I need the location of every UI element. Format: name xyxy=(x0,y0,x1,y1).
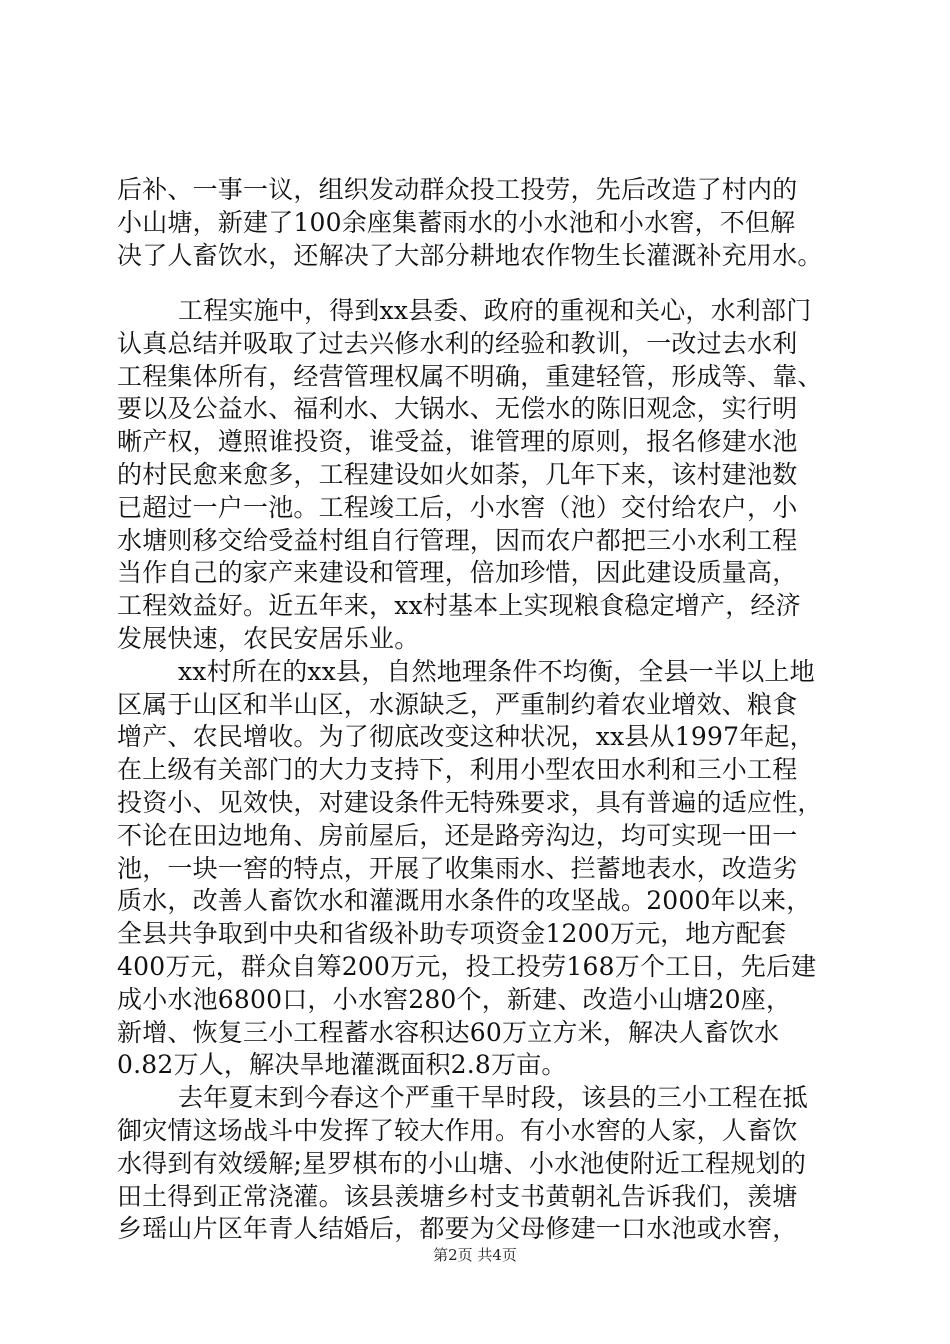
text-line: 增产、农民增收。为了彻底改变这种状况，xx县从1997年起， xyxy=(117,722,815,751)
text-line: 水得到有效缓解;星罗棋布的小山塘、小水池使附近工程规划的 xyxy=(117,1149,807,1178)
text-line: 在上级有关部门的大力支持下，利用小型农田水利和三小工程 xyxy=(117,755,798,784)
text-line: 决了人畜饮水，还解决了大部分耕地农作物生长灌溉补充用水。 xyxy=(117,241,823,270)
text-line: 发展快速，农民安居乐业。 xyxy=(117,624,420,653)
text-line: 小山塘，新建了100余座集蓄雨水的小水池和小水窖，不但解 xyxy=(117,208,796,237)
text-line: 新增、恢复三小工程蓄水容积达60万立方米，解决人畜饮水 xyxy=(117,1018,780,1047)
text-line: 御灾情这场战斗中发挥了较大作用。有小水窖的人家，人畜饮 xyxy=(117,1116,798,1145)
text-line: 池，一块一窖的特点，开展了收集雨水、拦蓄地表水，改造劣 xyxy=(117,854,798,883)
text-line: 全县共争取到中央和省级补助专项资金1200万元，地方配套 xyxy=(117,919,787,948)
text-line: 认真总结并吸取了过去兴修水利的经验和教训，一改过去水利 xyxy=(117,329,798,358)
text-line: 工程集体所有，经营管理权属不明确，重建轻管，形成等、靠、 xyxy=(117,362,823,391)
text-line: 质水，改善人畜饮水和灌溉用水条件的攻坚战。2000年以来， xyxy=(117,886,812,915)
text-line: 去年夏末到今春这个严重干旱时段，该县的三小工程在抵 xyxy=(178,1083,809,1112)
text-line: 后补、一事一议，组织发动群众投工投劳，先后改造了村内的 xyxy=(117,175,798,204)
text-line: 的村民愈来愈多，工程建设如火如荼，几年下来，该村建池数 xyxy=(117,460,798,489)
text-line: 要以及公益水、福利水、大锅水、无偿水的陈旧观念，实行明 xyxy=(117,394,798,423)
text-line: 田土得到正常浇灌。该县羡塘乡村支书黄朝礼告诉我们，羡塘 xyxy=(117,1182,798,1211)
text-line: 不论在田边地角、房前屋后，还是路旁沟边，均可实现一田一 xyxy=(117,821,798,850)
text-line: 工程实施中，得到xx县委、政府的重视和关心，水利部门 xyxy=(178,296,812,325)
text-line: 区属于山区和半山区，水源缺乏，严重制约着农业增效、粮食 xyxy=(117,690,798,719)
text-line: 乡瑶山片区年青人结婚后，都要为父母修建一口水池或水窖， xyxy=(117,1214,798,1243)
text-line: 工程效益好。近五年来，xx村基本上实现粮食稳定增产，经济 xyxy=(117,591,801,620)
text-line: 0.82万人，解决旱地灌溉面积2.8万亩。 xyxy=(117,1050,567,1079)
text-line: xx村所在的xx县，自然地理条件不均衡，全县一半以上地 xyxy=(178,657,815,686)
text-line: 已超过一户一池。工程竣工后，小水窖（池）交付给农户，小 xyxy=(117,493,798,522)
text-line: 投资小、见效快，对建设条件无特殊要求，具有普遍的适应性， xyxy=(117,788,823,817)
text-line: 当作自己的家产来建设和管理，倍加珍惜，因此建设质量高， xyxy=(117,558,798,587)
text-line: 水塘则移交给受益村组自行管理，因而农户都把三小水利工程 xyxy=(117,526,798,555)
text-line: 400万元，群众自筹200万元，投工投劳168万个工日，先后建 xyxy=(117,952,817,981)
text-line: 成小水池6800口，小水窖280个，新建、改造小山塘20座， xyxy=(117,985,792,1014)
page-footer: 第2页 共4页 xyxy=(433,1246,517,1264)
text-line: 晰产权，遵照谁投资，谁受益，谁管理的原则，报名修建水池 xyxy=(117,427,798,456)
